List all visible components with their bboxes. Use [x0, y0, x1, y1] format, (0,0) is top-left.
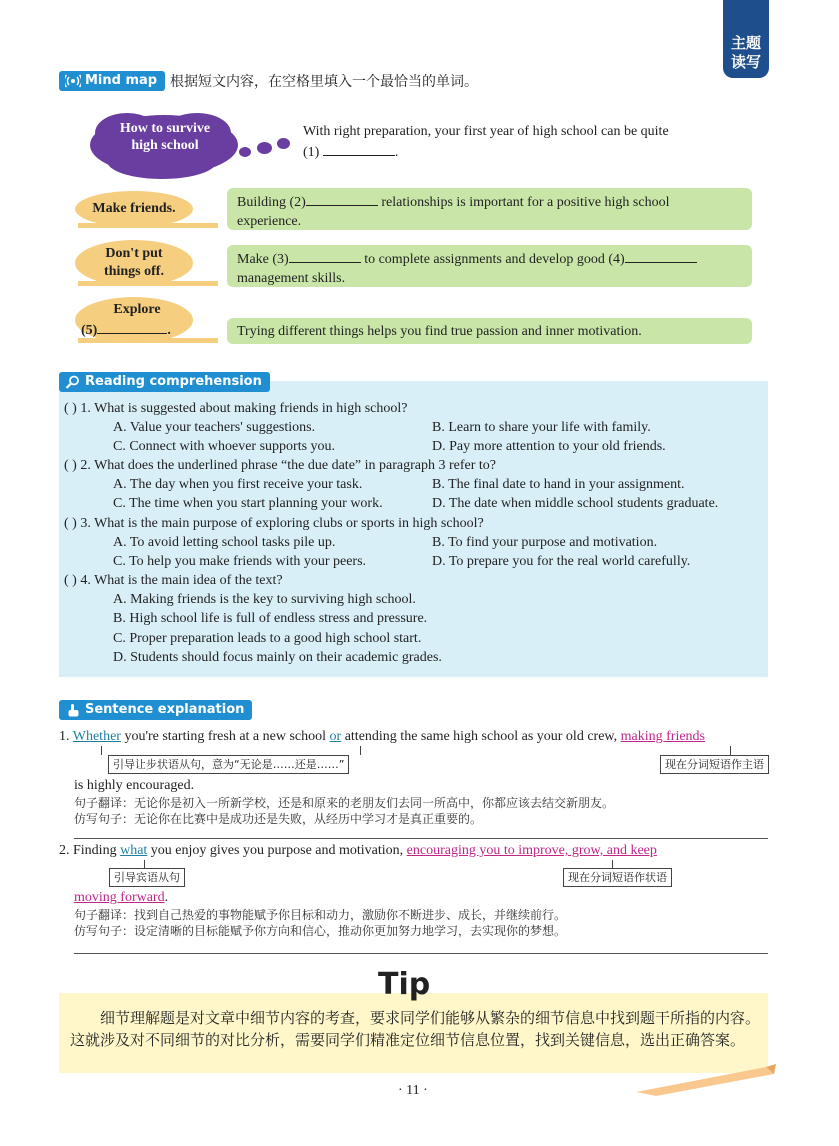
tip-text: 细节理解题是对文章中细节内容的考查，要求同学们能够从繁杂的细节信息中找到题干所指的内容。这就涉及对不同细节的对比分析，需要同学们精准定位细节信息位置，找到关键信息，选出正确答案。 — [70, 1009, 761, 1049]
sentence-1-line2: is highly encouraged. — [74, 778, 195, 793]
thought-bubble — [239, 147, 251, 157]
magnifier-icon — [65, 375, 81, 389]
divider — [74, 838, 768, 839]
sentence-label-text: Sentence explanation — [85, 702, 245, 717]
section-tab — [723, 0, 769, 78]
hand-pointer-icon — [65, 703, 81, 717]
tip-title: Tip — [378, 967, 431, 1002]
sentence-1-imitation: 仿写句子：无论你在比赛中是成功还是失败，从经历中学习才是真正重要的。 — [74, 812, 483, 826]
q1-option-b[interactable]: B. Learn to share your life with family. — [432, 420, 651, 435]
note-connector — [101, 746, 102, 755]
note-connector — [144, 860, 145, 868]
question-2-stem: ( ) 2. What does the underlined phrase “the due date” in paragraph 3 refer to? — [64, 458, 496, 473]
note-connector — [360, 746, 361, 755]
thought-bubble — [277, 138, 290, 149]
blank-3[interactable] — [289, 248, 361, 263]
q2-option-c[interactable]: C. The time when you start planning your work. — [113, 496, 383, 511]
question-3-stem: ( ) 3. What is the main purpose of exploring clubs or sports in high school? — [64, 516, 484, 531]
note-connector — [730, 746, 731, 755]
mind-map-label — [59, 71, 165, 91]
blank-2[interactable] — [306, 191, 378, 206]
keyword-making-friends: making friends — [620, 729, 705, 744]
blank-4[interactable] — [625, 248, 697, 263]
branch-make-friends: Make friends. — [75, 191, 193, 227]
q3-option-c[interactable]: C. To help you make friends with your peers. — [113, 554, 367, 569]
sentence-1-translation: 句子翻译：无论你是初入一所新学校，还是和原来的老朋友们去同一所高中，你都应该去结交新朋友。 — [74, 796, 615, 810]
note-connector — [612, 860, 613, 868]
section-tab-line1: 主题 — [730, 34, 761, 52]
q2-option-d[interactable]: D. The date when middle school students graduate. — [432, 496, 719, 511]
divider — [74, 953, 768, 954]
sentence-1: 1. Whether you're starting fresh at a new school or attending the same high school as your old crew, making friends — [59, 729, 705, 744]
center-line1: How to survive — [119, 121, 211, 136]
q4-option-a[interactable]: A. Making friends is the key to surviving high school. — [113, 592, 416, 607]
q3-option-b[interactable]: B. To find your purpose and motivation. — [432, 535, 658, 550]
q2-option-a[interactable]: A. The day when you first receive your task. — [113, 477, 363, 492]
annotation-object-clause: 引导宾语从句 — [109, 868, 185, 887]
q1-option-d[interactable]: D. Pay more attention to your old friends. — [432, 439, 666, 454]
sentence-label — [59, 700, 252, 720]
branch-1-text: Building (2) relationships is important for a positive high school experience. — [227, 188, 752, 230]
section-tab-line2: 读写 — [730, 53, 761, 71]
annotation-adverbial: 现在分词短语作状语 — [563, 868, 672, 887]
keyword-what: what — [120, 843, 148, 858]
blank-5[interactable] — [97, 319, 167, 334]
blank-1-label: (1) — [303, 145, 320, 160]
sentence-2-translation: 句子翻译：找到自己热爱的事物能赋予你目标和动力，激励你不断进步、成长，并继续前行。 — [74, 908, 567, 922]
center-line2: high school — [131, 138, 199, 153]
keyword-encouraging: encouraging you to improve, grow, and keep — [406, 843, 657, 858]
blank-1[interactable] — [323, 141, 395, 156]
annotation-whether-or: 引导让步状语从句，意为“无论是……还是……” — [108, 755, 349, 774]
keyword-whether: Whether — [72, 729, 121, 744]
branch-2-text: Make (3) to complete assignments and develop good (4) management skills. — [227, 245, 752, 287]
sentence-2-imitation: 仿写句子：设定清晰的目标能赋予你方向和信心，推动你更加努力地学习，去实现你的梦想。 — [74, 924, 567, 938]
mind-map-instruction: 根据短文内容，在空格里填入一个最恰当的单词。 — [170, 74, 478, 90]
branch-explore: Explore (5) . — [75, 297, 193, 343]
center-cloud-text — [96, 120, 234, 154]
question-1-stem: ( ) 1. What is suggested about making friends in high school? — [64, 401, 408, 416]
q4-option-b[interactable]: B. High school life is full of endless stress and pressure. — [113, 611, 428, 626]
intro-text: With right preparation, your first year of high school can be quite (1) . — [303, 124, 669, 160]
question-4-stem: ( ) 4. What is the main idea of the text? — [64, 573, 283, 588]
q1-option-a[interactable]: A. Value your teachers' suggestions. — [113, 420, 316, 435]
reading-label-text: Reading comprehension — [85, 374, 262, 389]
page-number: · 11 · — [398, 1083, 428, 1098]
q3-option-a[interactable]: A. To avoid letting school tasks pile up. — [113, 535, 336, 550]
keyword-or: or — [329, 729, 342, 744]
broadcast-icon — [65, 74, 81, 88]
sentence-2: 2. Finding what you enjoy gives you purpose and motivation, encouraging you to improve, grow, and keep — [59, 843, 657, 858]
q1-option-c[interactable]: C. Connect with whoever supports you. — [113, 439, 336, 454]
reading-label — [59, 372, 270, 392]
sentence-2-line2: moving forward. — [74, 890, 169, 905]
q3-option-d[interactable]: D. To prepare you for the real world carefully. — [432, 554, 691, 569]
thought-bubble — [257, 142, 272, 154]
mind-map-label-text: Mind map — [85, 73, 158, 88]
q4-option-c[interactable]: C. Proper preparation leads to a good high school start. — [113, 631, 422, 646]
branch-dont-put-off: Don't put things off. — [75, 240, 193, 286]
annotation-subject: 现在分词短语作主语 — [660, 755, 769, 774]
q2-option-b[interactable]: B. The final date to hand in your assignment. — [432, 477, 685, 492]
q4-option-d[interactable]: D. Students should focus mainly on their academic grades. — [113, 650, 442, 665]
page-curl — [636, 1062, 776, 1098]
branch-3-text: Trying different things helps you find true passion and inner motivation. — [227, 318, 752, 344]
